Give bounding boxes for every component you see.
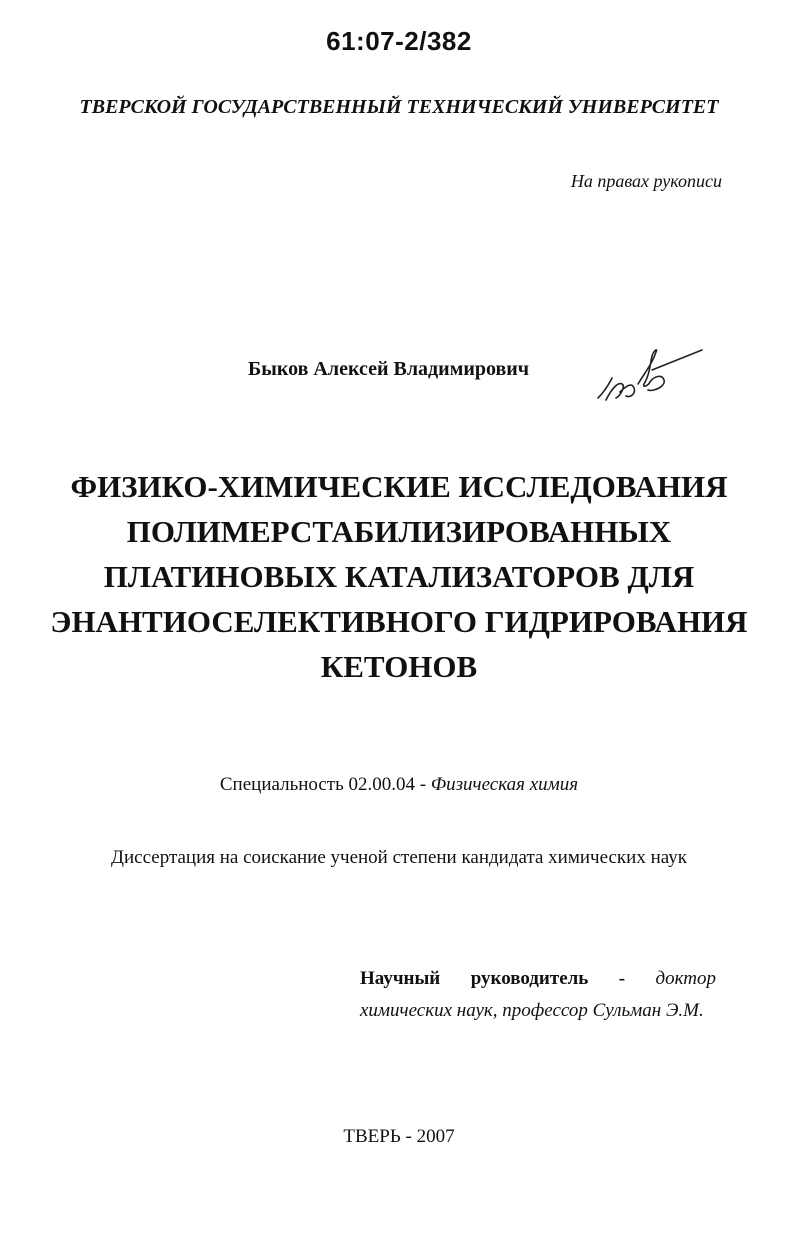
rights-note: На правах рукописи (570, 171, 722, 191)
advisor-label-word1: Научный (360, 968, 441, 989)
title-line: ФИЗИКО-ХИМИЧЕСКИЕ ИССЛЕДОВАНИЯ (70, 469, 728, 504)
specialty-code: Специальность 02.00.04 - (219, 774, 427, 795)
title-line: КЕТОНОВ (320, 649, 478, 684)
catalog-number: 61:07-2/382 (326, 26, 472, 56)
title-line: ПЛАТИНОВЫХ КАТАЛИЗАТОРОВ ДЛЯ (103, 559, 695, 594)
advisor-label-word2: руководитель (470, 968, 589, 989)
title-line: ПОЛИМЕРСТАБИЛИЗИРОВАННЫХ (126, 514, 672, 549)
dissertation-title (0, 464, 798, 689)
advisor-details: химических наук, профессор Сульман Э.М. (360, 1000, 704, 1021)
specialty-field: Физическая химия (430, 774, 579, 795)
advisor-dash: - (618, 968, 626, 989)
city-year: ТВЕРЬ - 2007 (343, 1126, 455, 1147)
specialty (0, 774, 798, 796)
signature-icon (592, 344, 708, 410)
university-name: ТВЕРСКОЙ ГОСУДАРСТВЕННЫЙ ТЕХНИЧЕСКИЙ УНИВЕРСИТЕТ (79, 96, 719, 118)
author-name: Быков Алексей Владимирович (248, 358, 530, 380)
title-line: ЭНАНТИОСЕЛЕКТИВНОГО ГИДРИРОВАНИЯ (50, 604, 748, 639)
advisor-degree-start: доктор (655, 968, 716, 989)
dissertation-purpose: Диссертация на соискание ученой степени кандидата химических наук (111, 847, 687, 868)
advisor-block (360, 963, 716, 1027)
